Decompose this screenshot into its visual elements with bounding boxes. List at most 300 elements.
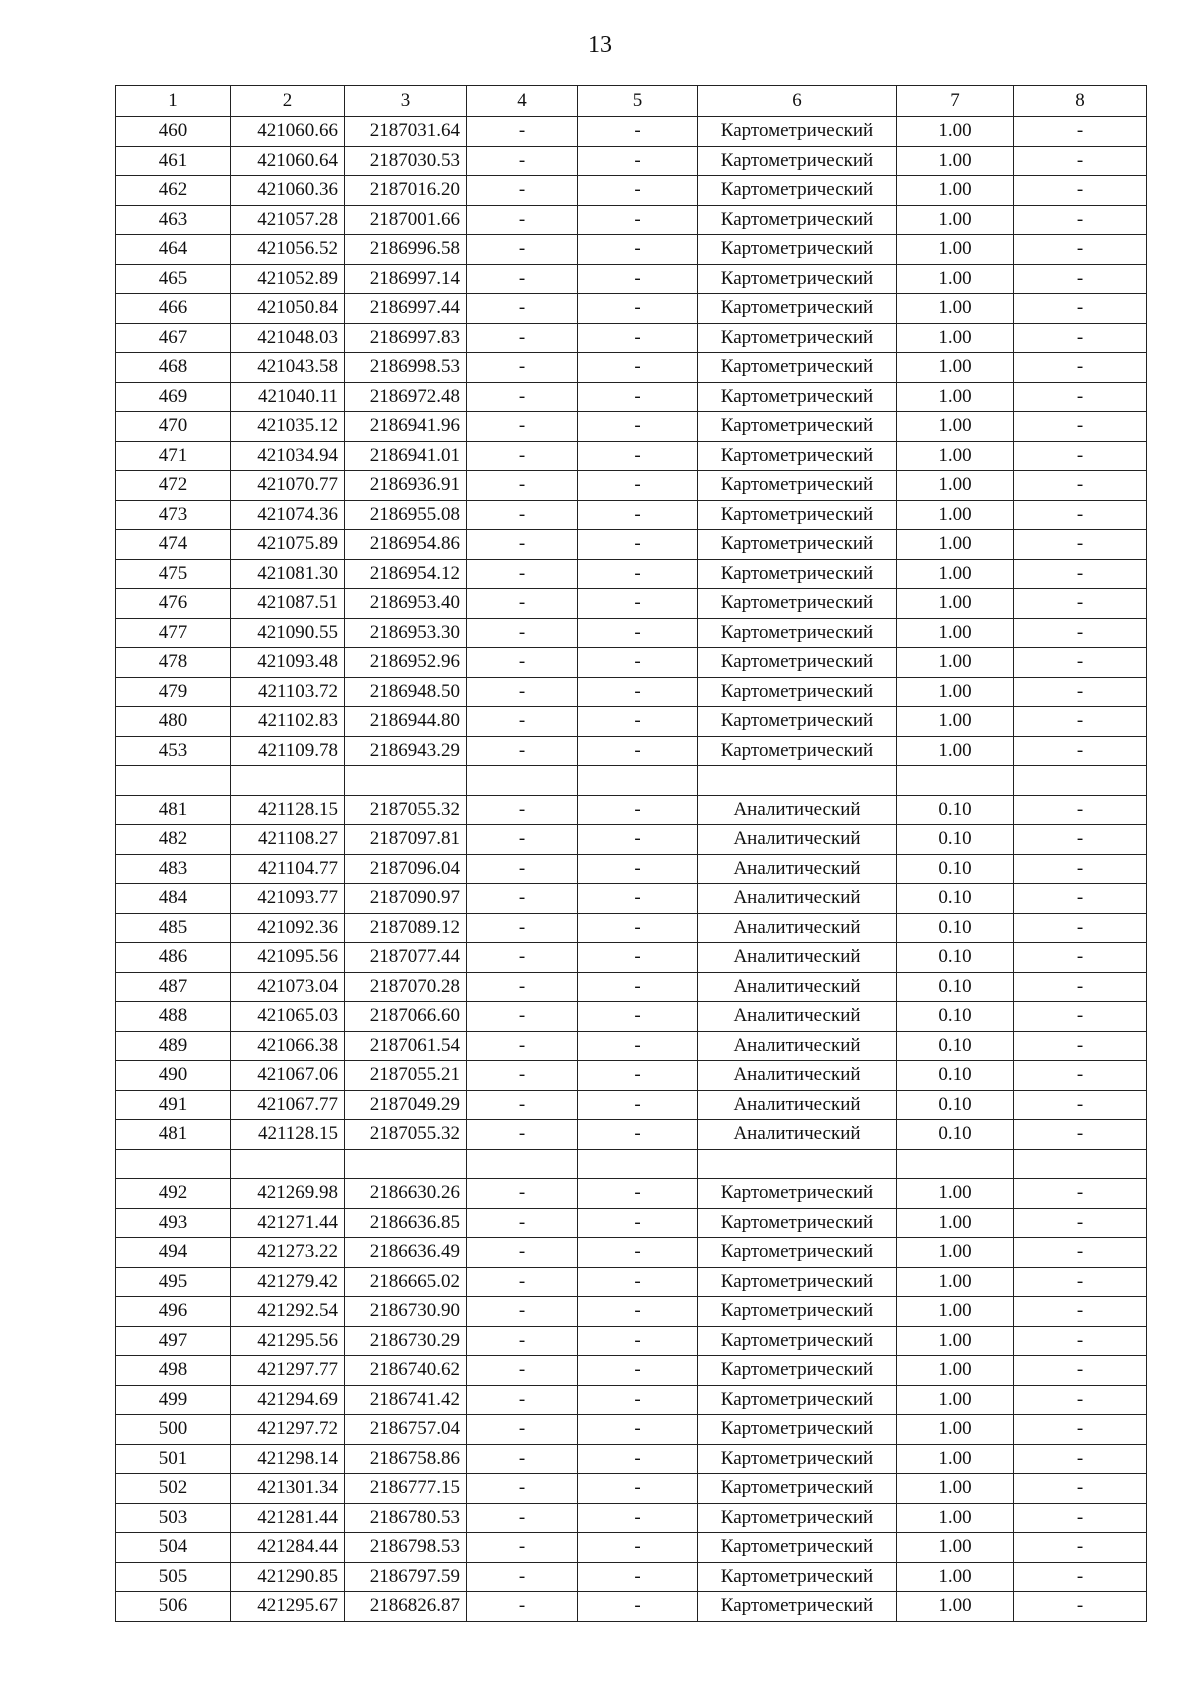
x-coordinate-cell: 421297.77 — [231, 1356, 345, 1386]
method-cell: Картометрический — [698, 1238, 897, 1268]
table-row — [116, 1061, 1147, 1091]
col8-cell: - — [1014, 1562, 1147, 1592]
x-coordinate-cell: 421128.15 — [231, 1120, 345, 1150]
point-number-cell: 468 — [116, 353, 231, 383]
point-number-cell: 485 — [116, 913, 231, 943]
point-number-cell: 489 — [116, 1031, 231, 1061]
x-coordinate-cell: 421104.77 — [231, 854, 345, 884]
col8-cell: - — [1014, 1120, 1147, 1150]
col4-cell: - — [467, 648, 578, 678]
accuracy-cell: 0.10 — [897, 825, 1014, 855]
table-row — [116, 677, 1147, 707]
point-number-cell: 482 — [116, 825, 231, 855]
table-row — [116, 884, 1147, 914]
y-coordinate-cell: 2186996.58 — [345, 235, 467, 265]
y-coordinate-cell: 2186997.83 — [345, 323, 467, 353]
y-coordinate-cell: 2187066.60 — [345, 1002, 467, 1032]
accuracy-cell: 1.00 — [897, 441, 1014, 471]
method-cell: Картометрический — [698, 1415, 897, 1445]
table-row — [116, 471, 1147, 501]
point-number-cell: 464 — [116, 235, 231, 265]
y-coordinate-cell: 2186798.53 — [345, 1533, 467, 1563]
method-cell: Аналитический — [698, 913, 897, 943]
col4-cell: - — [467, 1002, 578, 1032]
table-row — [116, 1297, 1147, 1327]
y-coordinate-cell: 2186943.29 — [345, 736, 467, 766]
table-row — [116, 441, 1147, 471]
y-coordinate-cell: 2187031.64 — [345, 117, 467, 147]
col5-cell: - — [578, 500, 698, 530]
table-header-row — [116, 86, 1147, 117]
col5-cell: - — [578, 471, 698, 501]
col5-cell: - — [578, 530, 698, 560]
col5-cell: - — [578, 795, 698, 825]
col8-cell: - — [1014, 1267, 1147, 1297]
method-cell: Аналитический — [698, 1061, 897, 1091]
col4-cell: - — [467, 854, 578, 884]
method-cell: Аналитический — [698, 1090, 897, 1120]
col8-cell: - — [1014, 412, 1147, 442]
accuracy-cell: 1.00 — [897, 648, 1014, 678]
method-cell: Картометрический — [698, 1562, 897, 1592]
point-number-cell: 460 — [116, 117, 231, 147]
table-body — [116, 86, 1147, 1622]
point-number-cell: 493 — [116, 1208, 231, 1238]
col4-cell: - — [467, 884, 578, 914]
point-number-cell: 498 — [116, 1356, 231, 1386]
table-row — [116, 323, 1147, 353]
accuracy-cell: 1.00 — [897, 1474, 1014, 1504]
table-row — [116, 146, 1147, 176]
point-number-cell: 475 — [116, 559, 231, 589]
table-row — [116, 1503, 1147, 1533]
point-number-cell: 504 — [116, 1533, 231, 1563]
col8-cell: - — [1014, 913, 1147, 943]
col4-cell: - — [467, 618, 578, 648]
accuracy-cell: 1.00 — [897, 1592, 1014, 1622]
y-coordinate-cell: 2186780.53 — [345, 1503, 467, 1533]
col4-cell: - — [467, 1061, 578, 1091]
accuracy-cell: 1.00 — [897, 1356, 1014, 1386]
method-cell: Картометрический — [698, 1326, 897, 1356]
point-number-cell: 499 — [116, 1385, 231, 1415]
col5-cell: - — [578, 1444, 698, 1474]
point-number-cell: 472 — [116, 471, 231, 501]
col8-cell: - — [1014, 1474, 1147, 1504]
table-row — [116, 1356, 1147, 1386]
col8-cell: - — [1014, 1208, 1147, 1238]
col4-cell: - — [467, 1090, 578, 1120]
accuracy-cell — [897, 766, 1014, 796]
col4-cell: - — [467, 1297, 578, 1327]
col8-cell: - — [1014, 1002, 1147, 1032]
x-coordinate-cell: 421102.83 — [231, 707, 345, 737]
y-coordinate-cell: 2187089.12 — [345, 913, 467, 943]
accuracy-cell: 1.00 — [897, 589, 1014, 619]
accuracy-cell: 0.10 — [897, 1031, 1014, 1061]
table-row — [116, 500, 1147, 530]
col5-cell: - — [578, 736, 698, 766]
table-row — [116, 1326, 1147, 1356]
accuracy-cell: 1.00 — [897, 618, 1014, 648]
point-number-cell: 473 — [116, 500, 231, 530]
accuracy-cell: 1.00 — [897, 1267, 1014, 1297]
y-coordinate-cell: 2186630.26 — [345, 1179, 467, 1209]
table-row — [116, 382, 1147, 412]
accuracy-cell: 0.10 — [897, 854, 1014, 884]
col5-cell: - — [578, 235, 698, 265]
col5-cell: - — [578, 1208, 698, 1238]
method-cell: Картометрический — [698, 1179, 897, 1209]
accuracy-cell — [897, 1149, 1014, 1179]
x-coordinate-cell: 421066.38 — [231, 1031, 345, 1061]
x-coordinate-cell: 421070.77 — [231, 471, 345, 501]
col5-cell: - — [578, 648, 698, 678]
x-coordinate-cell: 421281.44 — [231, 1503, 345, 1533]
column-header: 7 — [897, 86, 1014, 117]
col4-cell: - — [467, 530, 578, 560]
table-row — [116, 1149, 1147, 1179]
col8-cell: - — [1014, 1533, 1147, 1563]
y-coordinate-cell: 2186955.08 — [345, 500, 467, 530]
table-row — [116, 1208, 1147, 1238]
col5-cell: - — [578, 1061, 698, 1091]
col4-cell: - — [467, 1031, 578, 1061]
point-number-cell: 480 — [116, 707, 231, 737]
y-coordinate-cell: 2186953.40 — [345, 589, 467, 619]
col8-cell: - — [1014, 618, 1147, 648]
col8-cell: - — [1014, 972, 1147, 1002]
accuracy-cell: 1.00 — [897, 677, 1014, 707]
col8-cell: - — [1014, 825, 1147, 855]
accuracy-cell: 1.00 — [897, 412, 1014, 442]
x-coordinate-cell: 421035.12 — [231, 412, 345, 442]
col8-cell: - — [1014, 1326, 1147, 1356]
method-cell: Картометрический — [698, 1533, 897, 1563]
table-row — [116, 530, 1147, 560]
y-coordinate-cell: 2187070.28 — [345, 972, 467, 1002]
point-number-cell: 506 — [116, 1592, 231, 1622]
col8-cell: - — [1014, 353, 1147, 383]
x-coordinate-cell: 421060.66 — [231, 117, 345, 147]
y-coordinate-cell: 2186777.15 — [345, 1474, 467, 1504]
x-coordinate-cell: 421050.84 — [231, 294, 345, 324]
table-row — [116, 1562, 1147, 1592]
col5-cell: - — [578, 1267, 698, 1297]
col8-cell: - — [1014, 264, 1147, 294]
y-coordinate-cell: 2187055.21 — [345, 1061, 467, 1091]
col5-cell: - — [578, 1415, 698, 1445]
point-number-cell: 491 — [116, 1090, 231, 1120]
point-number-cell: 467 — [116, 323, 231, 353]
col5-cell: - — [578, 943, 698, 973]
accuracy-cell: 0.10 — [897, 972, 1014, 1002]
y-coordinate-cell: 2186741.42 — [345, 1385, 467, 1415]
col5-cell: - — [578, 1031, 698, 1061]
accuracy-cell: 1.00 — [897, 559, 1014, 589]
col4-cell: - — [467, 559, 578, 589]
method-cell: Картометрический — [698, 648, 897, 678]
accuracy-cell: 1.00 — [897, 353, 1014, 383]
point-number-cell: 483 — [116, 854, 231, 884]
col8-cell: - — [1014, 884, 1147, 914]
table-row — [116, 1592, 1147, 1622]
col8-cell: - — [1014, 1061, 1147, 1091]
col8-cell: - — [1014, 854, 1147, 884]
table-row — [116, 766, 1147, 796]
col5-cell: - — [578, 205, 698, 235]
point-number-cell: 490 — [116, 1061, 231, 1091]
x-coordinate-cell: 421048.03 — [231, 323, 345, 353]
col8-cell: - — [1014, 1415, 1147, 1445]
method-cell: Аналитический — [698, 972, 897, 1002]
y-coordinate-cell: 2186636.85 — [345, 1208, 467, 1238]
col8-cell: - — [1014, 736, 1147, 766]
method-cell: Картометрический — [698, 1503, 897, 1533]
col4-cell: - — [467, 382, 578, 412]
x-coordinate-cell: 421093.77 — [231, 884, 345, 914]
y-coordinate-cell: 2186665.02 — [345, 1267, 467, 1297]
method-cell: Картометрический — [698, 176, 897, 206]
x-coordinate-cell: 421108.27 — [231, 825, 345, 855]
accuracy-cell: 1.00 — [897, 1208, 1014, 1238]
method-cell: Картометрический — [698, 707, 897, 737]
x-coordinate-cell: 421034.94 — [231, 441, 345, 471]
y-coordinate-cell: 2186758.86 — [345, 1444, 467, 1474]
col8-cell: - — [1014, 146, 1147, 176]
x-coordinate-cell: 421295.67 — [231, 1592, 345, 1622]
col8-cell: - — [1014, 943, 1147, 973]
col4-cell: - — [467, 412, 578, 442]
col4-cell: - — [467, 736, 578, 766]
point-number-cell: 486 — [116, 943, 231, 973]
col5-cell: - — [578, 559, 698, 589]
col8-cell: - — [1014, 382, 1147, 412]
method-cell: Аналитический — [698, 854, 897, 884]
point-number-cell: 496 — [116, 1297, 231, 1327]
table-row — [116, 1120, 1147, 1150]
col4-cell: - — [467, 176, 578, 206]
point-number-cell: 465 — [116, 264, 231, 294]
method-cell — [698, 1149, 897, 1179]
table-row — [116, 1002, 1147, 1032]
x-coordinate-cell: 421273.22 — [231, 1238, 345, 1268]
y-coordinate-cell: 2186826.87 — [345, 1592, 467, 1622]
point-number-cell: 477 — [116, 618, 231, 648]
method-cell: Картометрический — [698, 1208, 897, 1238]
col4-cell: - — [467, 294, 578, 324]
col5-cell: - — [578, 1120, 698, 1150]
col4-cell: - — [467, 1179, 578, 1209]
col4-cell: - — [467, 323, 578, 353]
point-number-cell: 500 — [116, 1415, 231, 1445]
y-coordinate-cell: 2186954.86 — [345, 530, 467, 560]
x-coordinate-cell: 421301.34 — [231, 1474, 345, 1504]
y-coordinate-cell — [345, 766, 467, 796]
accuracy-cell: 1.00 — [897, 176, 1014, 206]
col8-cell: - — [1014, 1356, 1147, 1386]
col8-cell: - — [1014, 294, 1147, 324]
col5-cell: - — [578, 972, 698, 1002]
x-coordinate-cell: 421294.69 — [231, 1385, 345, 1415]
table-row — [116, 412, 1147, 442]
x-coordinate-cell: 421093.48 — [231, 648, 345, 678]
y-coordinate-cell — [345, 1149, 467, 1179]
column-header: 8 — [1014, 86, 1147, 117]
x-coordinate-cell: 421065.03 — [231, 1002, 345, 1032]
col8-cell: - — [1014, 471, 1147, 501]
accuracy-cell: 1.00 — [897, 530, 1014, 560]
col4-cell: - — [467, 264, 578, 294]
col4-cell: - — [467, 1326, 578, 1356]
x-coordinate-cell: 421295.56 — [231, 1326, 345, 1356]
y-coordinate-cell: 2187001.66 — [345, 205, 467, 235]
accuracy-cell: 1.00 — [897, 1326, 1014, 1356]
point-number-cell: 481 — [116, 795, 231, 825]
point-number-cell: 474 — [116, 530, 231, 560]
y-coordinate-cell: 2186757.04 — [345, 1415, 467, 1445]
point-number-cell: 471 — [116, 441, 231, 471]
y-coordinate-cell: 2186730.90 — [345, 1297, 467, 1327]
col5-cell: - — [578, 1297, 698, 1327]
col4-cell: - — [467, 1385, 578, 1415]
point-number-cell: 488 — [116, 1002, 231, 1032]
point-number-cell: 462 — [116, 176, 231, 206]
col5-cell: - — [578, 176, 698, 206]
table-row — [116, 353, 1147, 383]
accuracy-cell: 1.00 — [897, 146, 1014, 176]
column-header: 1 — [116, 86, 231, 117]
x-coordinate-cell: 421067.06 — [231, 1061, 345, 1091]
point-number-cell: 461 — [116, 146, 231, 176]
point-number-cell: 495 — [116, 1267, 231, 1297]
col8-cell: - — [1014, 530, 1147, 560]
col5-cell: - — [578, 1592, 698, 1622]
method-cell: Картометрический — [698, 323, 897, 353]
col5-cell: - — [578, 707, 698, 737]
accuracy-cell: 1.00 — [897, 471, 1014, 501]
accuracy-cell: 1.00 — [897, 264, 1014, 294]
y-coordinate-cell: 2187061.54 — [345, 1031, 467, 1061]
x-coordinate-cell: 421109.78 — [231, 736, 345, 766]
accuracy-cell: 1.00 — [897, 1562, 1014, 1592]
point-number-cell: 476 — [116, 589, 231, 619]
col8-cell: - — [1014, 1503, 1147, 1533]
col8-cell: - — [1014, 441, 1147, 471]
y-coordinate-cell: 2186997.14 — [345, 264, 467, 294]
col4-cell: - — [467, 146, 578, 176]
accuracy-cell: 0.10 — [897, 1061, 1014, 1091]
x-coordinate-cell: 421057.28 — [231, 205, 345, 235]
col8-cell: - — [1014, 1090, 1147, 1120]
point-number-cell: 469 — [116, 382, 231, 412]
method-cell: Картометрический — [698, 382, 897, 412]
col5-cell: - — [578, 441, 698, 471]
method-cell: Аналитический — [698, 795, 897, 825]
table-row — [116, 559, 1147, 589]
col5-cell: - — [578, 264, 698, 294]
col4-cell: - — [467, 500, 578, 530]
col5-cell — [578, 766, 698, 796]
table-row — [116, 707, 1147, 737]
y-coordinate-cell: 2186936.91 — [345, 471, 467, 501]
table-row — [116, 825, 1147, 855]
x-coordinate-cell: 421074.36 — [231, 500, 345, 530]
method-cell: Картометрический — [698, 353, 897, 383]
point-number-cell: 505 — [116, 1562, 231, 1592]
y-coordinate-cell: 2186636.49 — [345, 1238, 467, 1268]
col5-cell: - — [578, 382, 698, 412]
col8-cell: - — [1014, 1385, 1147, 1415]
table-row — [116, 1179, 1147, 1209]
x-coordinate-cell: 421075.89 — [231, 530, 345, 560]
accuracy-cell: 1.00 — [897, 117, 1014, 147]
accuracy-cell: 0.10 — [897, 1002, 1014, 1032]
col8-cell: - — [1014, 1031, 1147, 1061]
x-coordinate-cell: 421056.52 — [231, 235, 345, 265]
y-coordinate-cell: 2186740.62 — [345, 1356, 467, 1386]
col4-cell: - — [467, 441, 578, 471]
method-cell: Картометрический — [698, 589, 897, 619]
table-row — [116, 235, 1147, 265]
y-coordinate-cell: 2186797.59 — [345, 1562, 467, 1592]
method-cell: Аналитический — [698, 1002, 897, 1032]
table-row — [116, 176, 1147, 206]
table-row — [116, 618, 1147, 648]
col8-cell — [1014, 766, 1147, 796]
method-cell: Картометрический — [698, 530, 897, 560]
col5-cell: - — [578, 1090, 698, 1120]
point-number-cell: 484 — [116, 884, 231, 914]
col5-cell: - — [578, 589, 698, 619]
point-number-cell: 478 — [116, 648, 231, 678]
method-cell: Картометрический — [698, 117, 897, 147]
column-header: 4 — [467, 86, 578, 117]
x-coordinate-cell: 421298.14 — [231, 1444, 345, 1474]
method-cell: Картометрический — [698, 736, 897, 766]
table-row — [116, 294, 1147, 324]
col5-cell: - — [578, 117, 698, 147]
col8-cell: - — [1014, 500, 1147, 530]
method-cell: Картометрический — [698, 471, 897, 501]
accuracy-cell: 1.00 — [897, 1503, 1014, 1533]
page-number: 13 — [588, 32, 612, 58]
method-cell: Картометрический — [698, 500, 897, 530]
y-coordinate-cell: 2186954.12 — [345, 559, 467, 589]
table-row — [116, 589, 1147, 619]
col4-cell: - — [467, 1208, 578, 1238]
accuracy-cell: 0.10 — [897, 1120, 1014, 1150]
method-cell: Аналитический — [698, 825, 897, 855]
col5-cell: - — [578, 1179, 698, 1209]
table-row — [116, 913, 1147, 943]
col8-cell: - — [1014, 117, 1147, 147]
accuracy-cell: 1.00 — [897, 1444, 1014, 1474]
col4-cell: - — [467, 1267, 578, 1297]
col4-cell: - — [467, 1444, 578, 1474]
x-coordinate-cell: 421095.56 — [231, 943, 345, 973]
col8-cell: - — [1014, 1238, 1147, 1268]
accuracy-cell: 0.10 — [897, 795, 1014, 825]
y-coordinate-cell: 2186948.50 — [345, 677, 467, 707]
accuracy-cell: 1.00 — [897, 707, 1014, 737]
x-coordinate-cell: 421103.72 — [231, 677, 345, 707]
y-coordinate-cell: 2186944.80 — [345, 707, 467, 737]
x-coordinate-cell: 421279.42 — [231, 1267, 345, 1297]
col5-cell: - — [578, 1385, 698, 1415]
y-coordinate-cell: 2187097.81 — [345, 825, 467, 855]
column-header: 6 — [698, 86, 897, 117]
